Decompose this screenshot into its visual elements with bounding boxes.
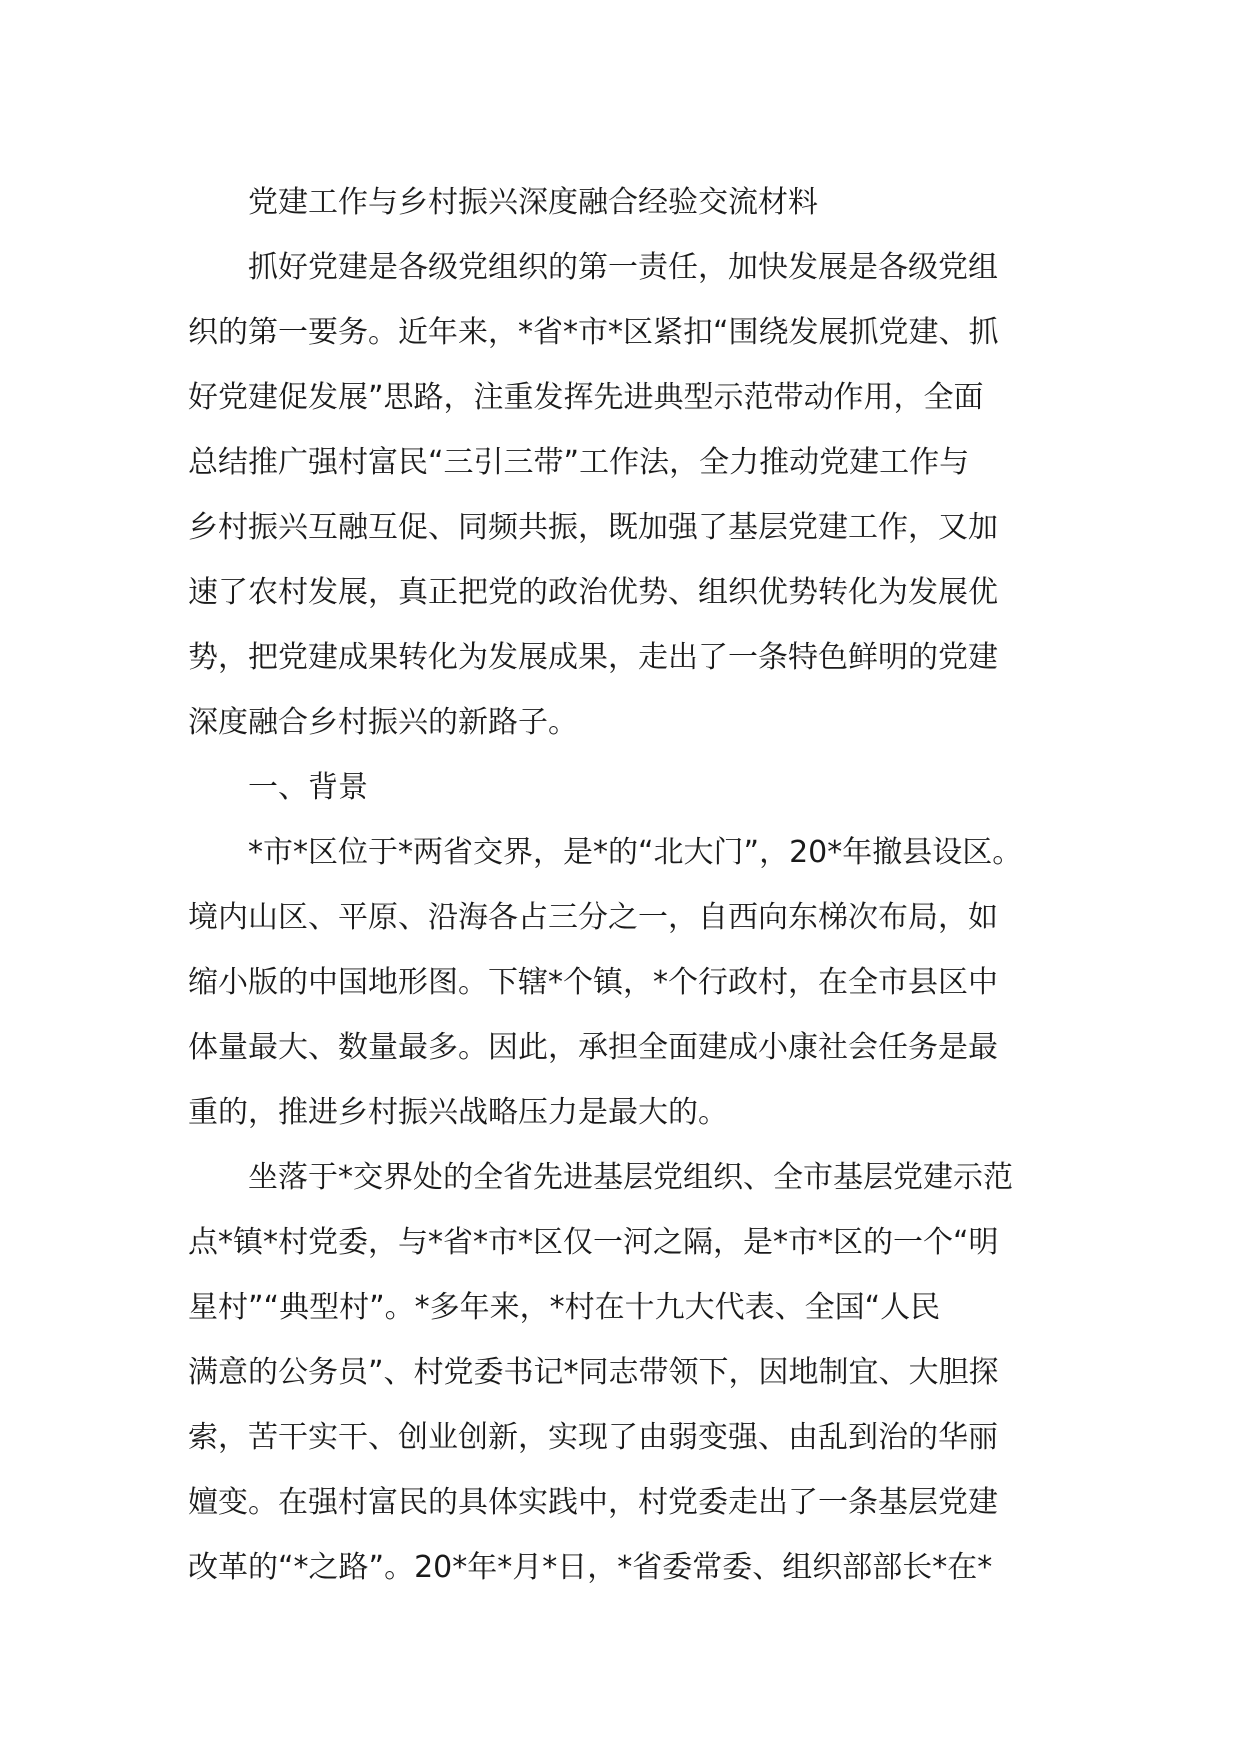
paragraph-line: 深度融合乡村振兴的新路子。 [188,705,578,740]
paragraph-line: 乡村振兴互融互促、同频共振，既加强了基层党建工作，又加 [188,510,998,545]
paragraph-line: 坐落于*交界处的全省先进基层党组织、全市基层党建示范 [248,1160,1013,1195]
paragraph-line: 点*镇*村党委，与*省*市*区仅一河之隔，是*市*区的一个“明 [188,1225,999,1260]
paragraph-line: 体量最大、数量最多。因此，承担全面建成小康社会任务是最 [188,1030,998,1065]
paragraph-line: 满意的公务员”、村党委书记*同志带领下，因地制宜、大胆探 [188,1355,999,1390]
paragraph-village [188,1145,1058,1600]
section-heading-background: 一、背景 [248,770,368,805]
paragraph-line: 星村”“典型村”。*多年来，*村在十九大代表、全国“人民 [188,1290,941,1325]
paragraph-line: 索，苦干实干、创业创新，实现了由弱变强、由乱到治的华丽 [188,1420,998,1455]
paragraph-line: 重的，推进乡村振兴战略压力是最大的。 [188,1095,728,1130]
paragraph-line: 抓好党建是各级党组织的第一责任，加快发展是各级党组 [248,250,998,285]
paragraph-line: 织的第一要务。近年来，*省*市*区紧扣“围绕发展抓党建、抓 [188,315,999,350]
document-body [188,170,1058,1600]
paragraph-background [188,820,1058,1145]
paragraph-line: 嬗变。在强村富民的具体实践中，村党委走出了一条基层党建 [188,1485,998,1520]
paragraph-line: 速了农村发展，真正把党的政治优势、组织优势转化为发展优 [188,575,998,610]
paragraph-line: 总结推广强村富民“三引三带”工作法，全力推动党建工作与 [188,445,970,480]
paragraph-line: 改革的“*之路”。20*年*月*日，*省委常委、组织部部长*在* [188,1550,993,1585]
paragraph-line: 境内山区、平原、沿海各占三分之一，自西向东梯次布局，如 [188,900,998,935]
paragraph-line: 势，把党建成果转化为发展成果，走出了一条特色鲜明的党建 [188,640,998,675]
document-title: 党建工作与乡村振兴深度融合经验交流材料 [248,185,818,220]
paragraph-line: *市*区位于*两省交界，是*的“北大门”，20*年撤县设区。 [248,835,1023,870]
paragraph-line: 缩小版的中国地形图。下辖*个镇，*个行政村，在全市县区中 [188,965,998,1000]
paragraph-intro [188,235,1058,755]
paragraph-line: 好党建促发展”思路，注重发挥先进典型示范带动作用，全面 [188,380,984,415]
